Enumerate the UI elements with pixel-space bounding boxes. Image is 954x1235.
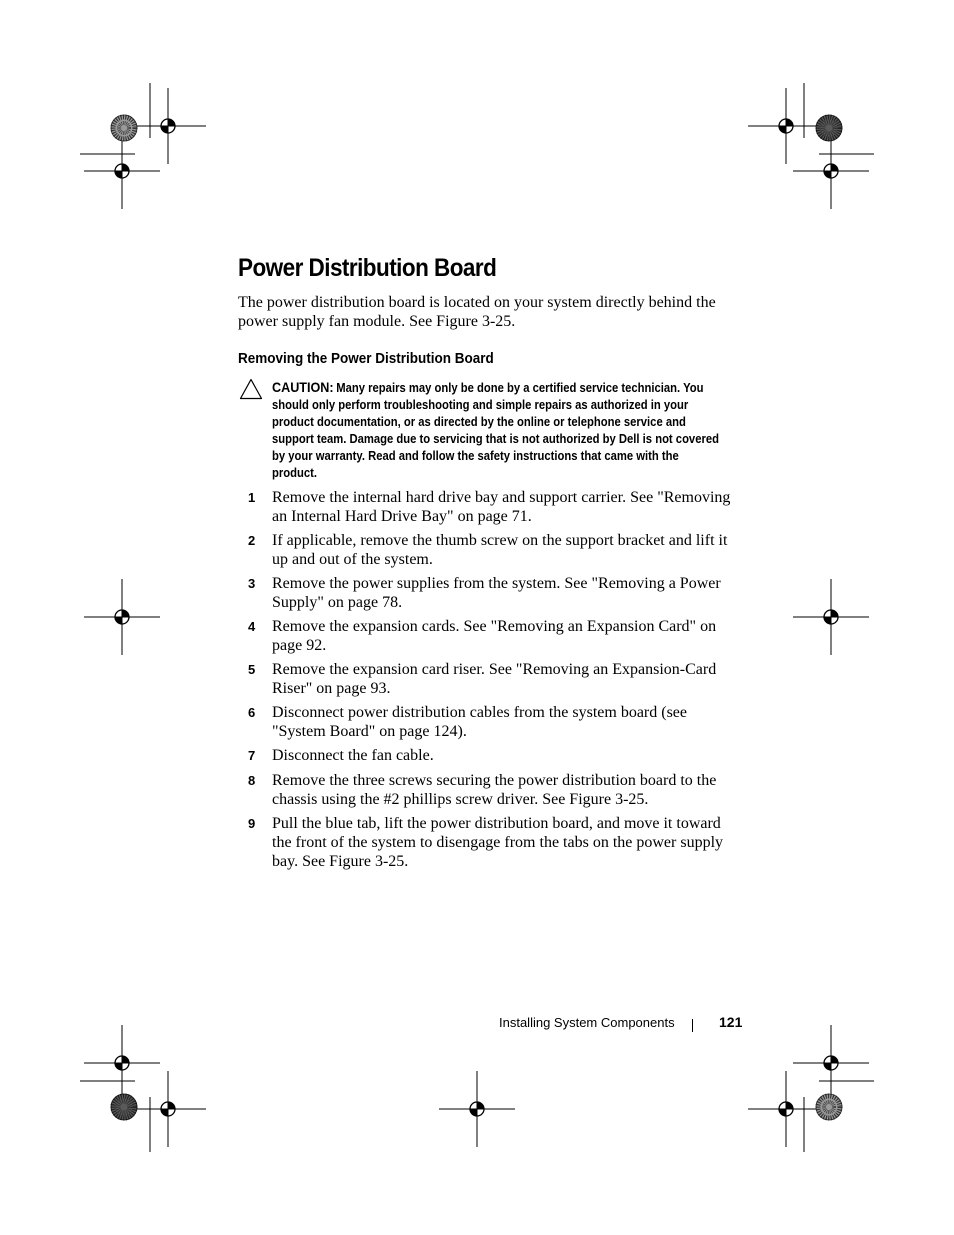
section-heading: Removing the Power Distribution Board — [238, 350, 494, 367]
step-number: 4 — [248, 619, 256, 634]
step-text: Remove the three screws securing the power distribution board to the chassis using the #2 phillips screw driver. See Figure 3-25. — [272, 772, 717, 808]
step-number: 9 — [248, 816, 256, 831]
step-item — [248, 531, 743, 569]
intro-paragraph: The power distribution board is located on your system directly behind the power supply fan module. See Figure 3-25. — [238, 294, 716, 330]
footer-section-title: Installing System Components — [499, 1015, 675, 1030]
footer-divider — [692, 1019, 693, 1032]
step-item — [248, 488, 743, 526]
procedure-steps — [248, 488, 743, 876]
step-item — [248, 703, 743, 741]
step-item — [248, 771, 743, 809]
step-item — [248, 746, 743, 766]
step-number: 6 — [248, 705, 256, 720]
step-text: If applicable, remove the thumb screw on the support bracket and lift it up and out of the system. — [272, 532, 728, 568]
page-number: 121 — [719, 1014, 743, 1030]
step-text: Pull the blue tab, lift the power distribution board, and move it toward the front of the system to disengage from the tabs on the power supply bay. See Figure 3-25. — [272, 815, 724, 870]
step-number: 5 — [248, 662, 256, 677]
step-number: 7 — [248, 748, 256, 763]
step-text: Disconnect power distribution cables from the system board (see "System Board" on page 124). — [272, 704, 687, 740]
step-item — [248, 574, 743, 612]
caution-notice — [272, 379, 722, 482]
step-text: Remove the internal hard drive bay and support carrier. See "Removing an Internal Hard Drive Bay" on page 71. — [272, 489, 731, 525]
step-number: 1 — [248, 490, 256, 505]
step-text: Remove the power supplies from the system. See "Removing a Power Supply" on page 78. — [272, 575, 721, 611]
step-text: Remove the expansion card riser. See "Removing an Expansion-Card Riser" on page 93. — [272, 661, 717, 697]
step-number: 3 — [248, 576, 256, 591]
step-number: 8 — [248, 773, 256, 788]
step-item — [248, 660, 743, 698]
step-number: 2 — [248, 533, 256, 548]
step-item — [248, 814, 743, 871]
step-text: Remove the expansion cards. See "Removing an Expansion Card" on page 92. — [272, 618, 717, 654]
step-item — [248, 617, 743, 655]
caution-label: CAUTION: — [272, 379, 334, 395]
caution-icon — [239, 378, 263, 400]
step-text: Disconnect the fan cable. — [272, 747, 434, 764]
page-title: Power Distribution Board — [238, 254, 497, 282]
caution-text: Many repairs may only be done by a certified service technician. You should only perform troubleshooting and simple repairs as authorized in your product documentation, or as directed by the online or telephone service and support team. Damage due to servicing that is not authorized by Dell is not covered by your warranty. Read and follow the safety instructions that came with the product. — [272, 381, 719, 480]
